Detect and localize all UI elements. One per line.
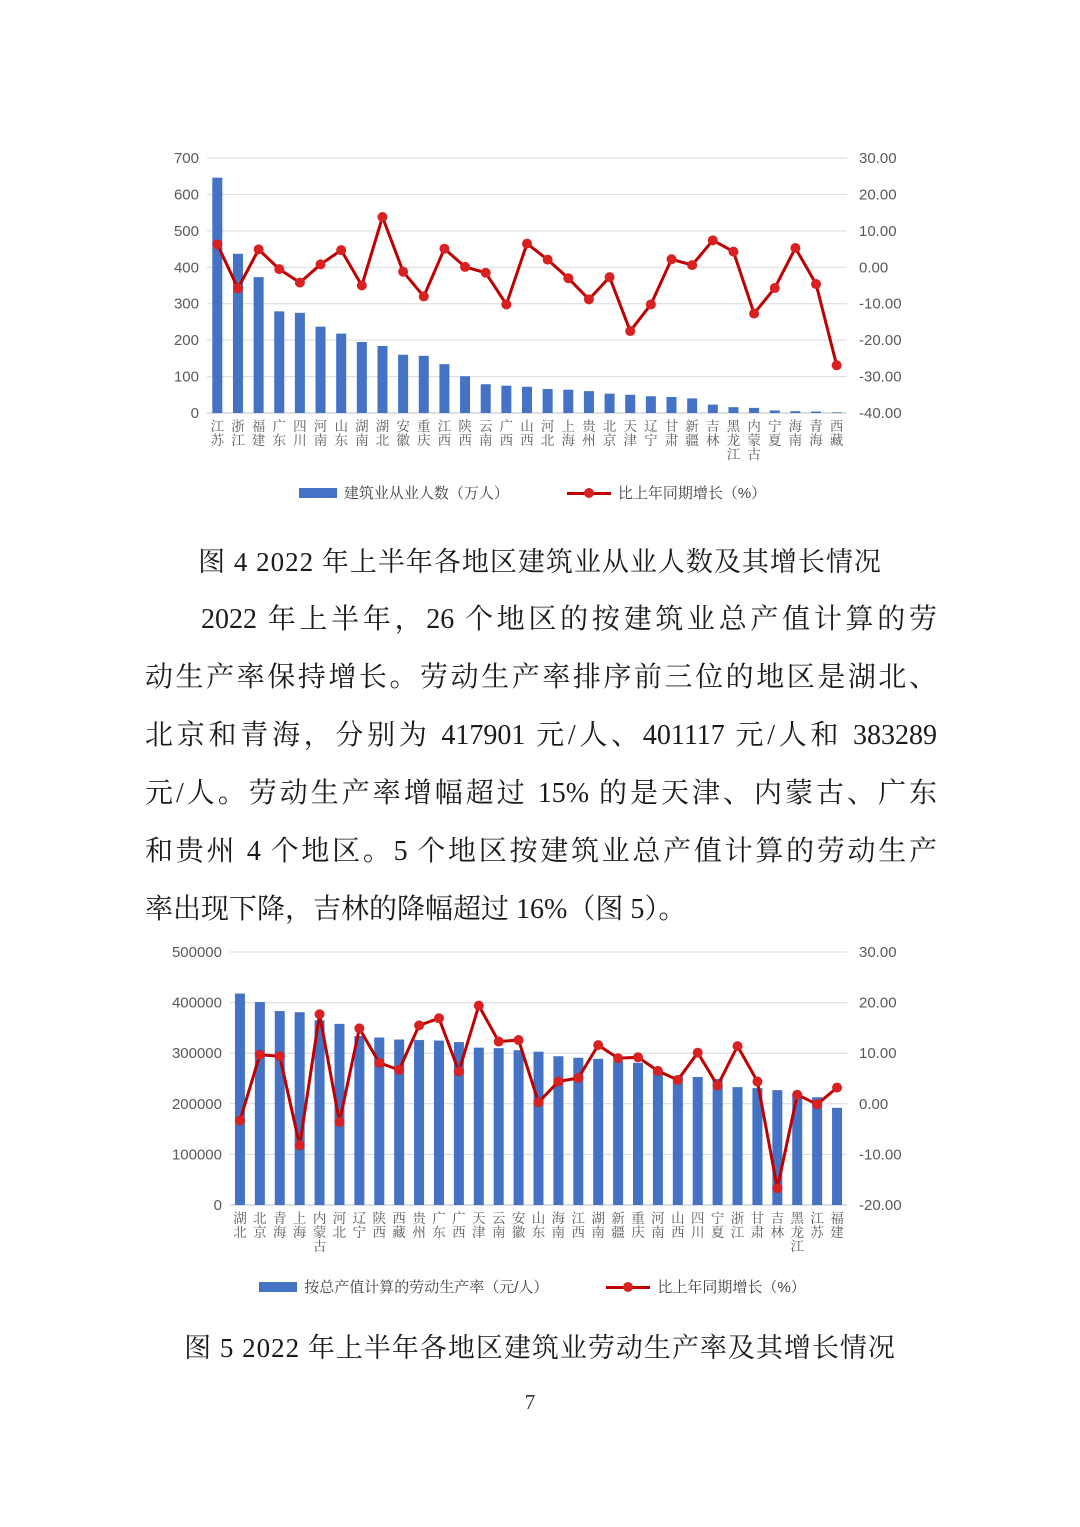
category-label: 江西 [437,419,452,448]
bar-swatch-icon [299,488,337,498]
data-point-marker [605,272,615,282]
data-point-marker [693,1048,703,1058]
category-label: 陕西 [458,419,472,448]
bar [336,334,346,413]
bar [749,408,759,413]
line-marker-swatch-icon [567,488,611,498]
category-label: 湖北 [233,1211,247,1240]
bar [316,327,326,413]
left-axis-tick-label: 600 [173,186,199,204]
left-axis-tick-label: 700 [173,150,199,167]
data-point-marker [812,1099,822,1109]
legend-line-label: 比上年同期增长（%） [617,485,767,502]
bar [563,390,573,413]
bar [460,376,470,413]
legend-entry-bar [259,1276,548,1297]
right-axis-tick-label: 0.00 [859,1095,889,1113]
legend-entry-line [606,1276,805,1297]
data-point-marker [770,283,780,293]
bar [593,1059,603,1205]
body-text-line: 动生产率保持增长。劳动生产率排序前三位的地区是湖北、 [145,662,937,693]
data-point-marker [713,1081,723,1091]
bar [501,386,511,413]
category-label: 河南 [651,1211,665,1240]
data-point-marker [254,244,264,254]
right-axis-tick-label: -20.00 [859,332,902,350]
bar [625,395,635,413]
bar [255,1002,265,1205]
data-point-marker [501,299,511,309]
data-point-marker [646,299,656,309]
category-label: 吉林 [770,1211,785,1240]
category-label: 重庆 [417,419,431,448]
data-point-marker [414,1020,424,1030]
bar [584,391,594,413]
bar [254,277,264,413]
data-point-marker [667,254,677,264]
category-label: 湖北 [375,419,390,448]
bar [354,1036,364,1205]
category-label: 广西 [452,1211,466,1240]
data-point-marker [377,212,387,222]
category-label: 四川 [293,419,307,448]
category-label: 贵州 [582,419,596,448]
left-axis-tick-label: 0 [190,405,199,422]
category-label: 湖南 [591,1211,605,1240]
data-point-marker [315,1009,325,1019]
bar [398,355,408,413]
category-axis-labels [211,418,844,462]
figure4-combo-chart [145,138,920,478]
data-point-marker [374,1058,384,1068]
data-point-marker [316,259,326,269]
legend-bar-label: 建筑业从业人数（万人） [343,485,509,502]
category-label: 河北 [540,419,555,448]
legend-bar-label: 按总产值计算的劳动生产率（元/人） [304,1279,549,1296]
bar [522,387,532,413]
bar [667,397,677,413]
category-label: 湖南 [355,419,369,448]
category-label: 海南 [788,419,803,448]
bar [832,1108,842,1205]
left-axis-tick-label: 200 [173,332,199,350]
left-axis-tick-label: 0 [213,1197,222,1214]
data-point-marker [633,1052,643,1062]
figure4-chart-area [145,138,920,513]
data-point-marker [419,291,429,301]
bar [235,994,245,1205]
bar [811,412,821,413]
right-axis-tick-label: 30.00 [859,150,897,167]
data-point-marker [357,281,367,291]
right-axis-tick-label: -10.00 [859,295,902,313]
bar [646,396,656,413]
bar [295,1012,305,1205]
category-label: 贵州 [412,1211,426,1240]
category-label: 青海 [273,1211,287,1240]
data-point-marker [673,1075,683,1085]
data-point-marker [832,1083,842,1093]
data-point-marker [625,326,635,336]
data-point-marker [792,1090,802,1100]
bar [708,405,718,413]
category-label: 浙江 [730,1211,745,1240]
category-label: 江西 [571,1211,586,1240]
data-point-marker [233,283,243,293]
category-label: 新疆 [611,1211,625,1240]
category-label: 江苏 [210,419,225,448]
left-axis-tick-label: 500 [173,222,199,240]
figure4-legend [145,482,920,503]
bar [514,1050,524,1205]
data-point-marker [563,273,573,283]
left-axis-tick-label: 100 [173,368,199,386]
data-point-marker [772,1183,782,1193]
category-label: 山西 [671,1211,685,1240]
data-point-marker [752,1077,762,1087]
category-label: 云南 [478,419,493,448]
category-label: 山东 [531,1211,546,1240]
right-axis-tick-label: 0.00 [859,259,889,277]
left-axis-tick-label: 100000 [171,1146,222,1164]
category-label: 吉林 [706,419,720,448]
page-number: 7 [524,1390,536,1414]
left-axis-tick-label: 200000 [171,1095,222,1113]
data-point-marker [295,278,305,288]
data-point-marker [514,1035,524,1045]
category-label: 广东 [272,419,287,448]
body-text-line: 北京和青海，分别为 417901 元/人、401117 元/人和 383289 [145,720,937,751]
category-label: 甘肃 [750,1211,765,1240]
data-point-marker [398,267,408,277]
body-text-line: 率出现下降，吉林的降幅超过 16%（图 5）。 [145,894,687,925]
category-label: 福建 [830,1211,844,1240]
right-axis-tick-label: -20.00 [859,1197,902,1214]
bar [439,364,449,413]
right-axis-tick-label: -10.00 [859,1146,902,1164]
data-point-marker [336,245,346,255]
legend-entry-bar [299,482,509,503]
data-point-marker [749,309,759,319]
category-label: 黑龙江 [790,1211,804,1254]
bar [434,1041,444,1205]
category-label: 浙江 [231,419,245,448]
category-label: 西藏 [829,419,844,448]
data-point-marker [434,1013,444,1023]
category-label: 安徽 [511,1211,526,1240]
right-axis-tick-label: 10.00 [859,222,897,240]
bar [295,313,305,413]
data-point-marker [733,1041,743,1051]
category-label: 辽宁 [644,419,658,448]
bar [605,394,615,413]
left-axis-tick-label: 400000 [171,994,222,1012]
category-label: 新疆 [685,419,699,448]
line-marker-swatch-icon [606,1282,650,1292]
figure4-caption: 图 4 2022 年上半年各地区建筑业从业人数及其增长情况 [198,547,882,577]
category-label: 上海 [292,1211,307,1240]
data-point-marker [708,235,718,245]
data-point-marker [653,1066,663,1076]
bar [790,411,800,413]
category-label: 甘肃 [664,419,679,448]
data-point-marker [593,1040,603,1050]
bar [673,1076,683,1205]
bar [315,1020,325,1205]
data-point-marker [474,1001,484,1011]
bar [534,1052,544,1205]
category-label: 河南 [313,419,328,448]
left-axis-tick-label: 400 [173,259,199,277]
bar [419,356,429,413]
data-point-marker [394,1065,404,1075]
bar [275,1011,285,1205]
bar [832,412,842,413]
category-label: 北京 [602,419,617,448]
category-label: 海南 [551,1211,566,1240]
category-label: 云南 [491,1211,506,1240]
category-label: 河北 [332,1211,347,1240]
bar [687,398,697,413]
bar [414,1040,424,1205]
data-point-marker [553,1077,563,1087]
category-label: 青海 [809,419,823,448]
right-axis-tick-label: 10.00 [859,1045,897,1063]
category-label: 福建 [251,419,266,448]
category-label: 江苏 [810,1211,824,1240]
category-label: 辽宁 [352,1211,367,1240]
data-point-marker [275,1051,285,1061]
category-label: 宁夏 [710,1211,725,1240]
data-point-marker [522,239,532,249]
data-point-marker [354,1023,364,1033]
category-axis-labels [233,1210,844,1254]
left-axis-tick-label: 300000 [171,1045,222,1063]
category-label: 四川 [690,1211,705,1240]
data-point-marker [439,244,449,254]
category-label: 山西 [520,419,534,448]
bar [693,1077,703,1205]
data-point-marker [832,360,842,370]
category-label: 山东 [334,419,348,448]
figure5-combo-chart [145,926,920,1271]
bar [812,1097,822,1205]
body-text-line: 和贵州 4 个地区。5 个地区按建筑业总产值计算的劳动生产 [145,836,937,867]
figure5-chart-area [145,926,920,1321]
bar [543,389,553,413]
category-label: 广西 [499,419,514,448]
data-point-marker [534,1097,544,1107]
data-point-marker [255,1050,265,1060]
data-point-marker [460,262,470,272]
legend-entry-line [567,482,766,503]
category-label: 上海 [561,419,576,448]
bar-swatch-icon [259,1282,297,1292]
data-point-marker [687,260,697,270]
right-axis-tick-label: 20.00 [859,186,897,204]
data-point-marker [584,294,594,304]
category-label: 广东 [432,1211,446,1240]
data-point-marker [494,1037,504,1047]
data-point-marker [235,1115,245,1125]
data-point-marker [790,243,800,253]
right-axis-tick-label: 20.00 [859,994,897,1012]
data-point-marker [212,239,222,249]
right-axis-tick-label: -40.00 [859,405,902,422]
bar [474,1048,484,1205]
bar [728,407,738,413]
category-label: 天津 [623,419,637,448]
bar [770,410,780,413]
data-point-marker [334,1117,344,1127]
data-point-marker [573,1073,583,1083]
data-point-marker [728,247,738,257]
category-label: 天津 [472,1211,486,1240]
bar [613,1061,623,1205]
data-point-marker [811,279,821,289]
bar [633,1063,643,1205]
data-point-marker [613,1053,623,1063]
bar [653,1071,663,1205]
figure5-caption: 图 5 2022 年上半年各地区建筑业劳动生产率及其增长情况 [184,1333,896,1363]
figure5-legend [145,1276,920,1297]
bar [733,1087,743,1205]
right-axis-tick-label: -30.00 [859,368,902,386]
bar [481,384,491,413]
category-label: 安徽 [396,419,410,448]
left-axis-tick-label: 300 [173,295,199,313]
category-label: 黑龙江 [726,419,741,462]
category-label: 内蒙古 [312,1211,327,1254]
category-label: 宁夏 [767,419,782,448]
bar [274,311,284,413]
data-point-marker [274,264,284,274]
data-point-marker [454,1066,464,1076]
category-label: 北京 [253,1211,267,1240]
right-axis-tick-label: 30.00 [859,944,897,961]
body-paragraph [145,591,937,939]
category-label: 重庆 [631,1211,645,1240]
category-label: 西藏 [392,1211,406,1240]
body-text-line: 元/人。劳动生产率增幅超过 15% 的是天津、内蒙古、广东 [145,778,937,809]
bar [713,1079,723,1205]
bar [212,178,222,413]
bar [494,1048,504,1205]
data-point-marker [481,268,491,278]
category-label: 陕西 [372,1211,387,1240]
category-label: 内蒙古 [747,419,761,462]
body-text-line: 2022 年上半年，26 个地区的按建筑业总产值计算的劳 [201,604,937,635]
bar [377,346,387,413]
legend-line-label: 比上年同期增长（%） [657,1279,806,1296]
data-point-marker [543,255,553,265]
data-point-marker [295,1140,305,1150]
left-axis-tick-label: 500000 [171,944,222,961]
bar [357,342,367,413]
